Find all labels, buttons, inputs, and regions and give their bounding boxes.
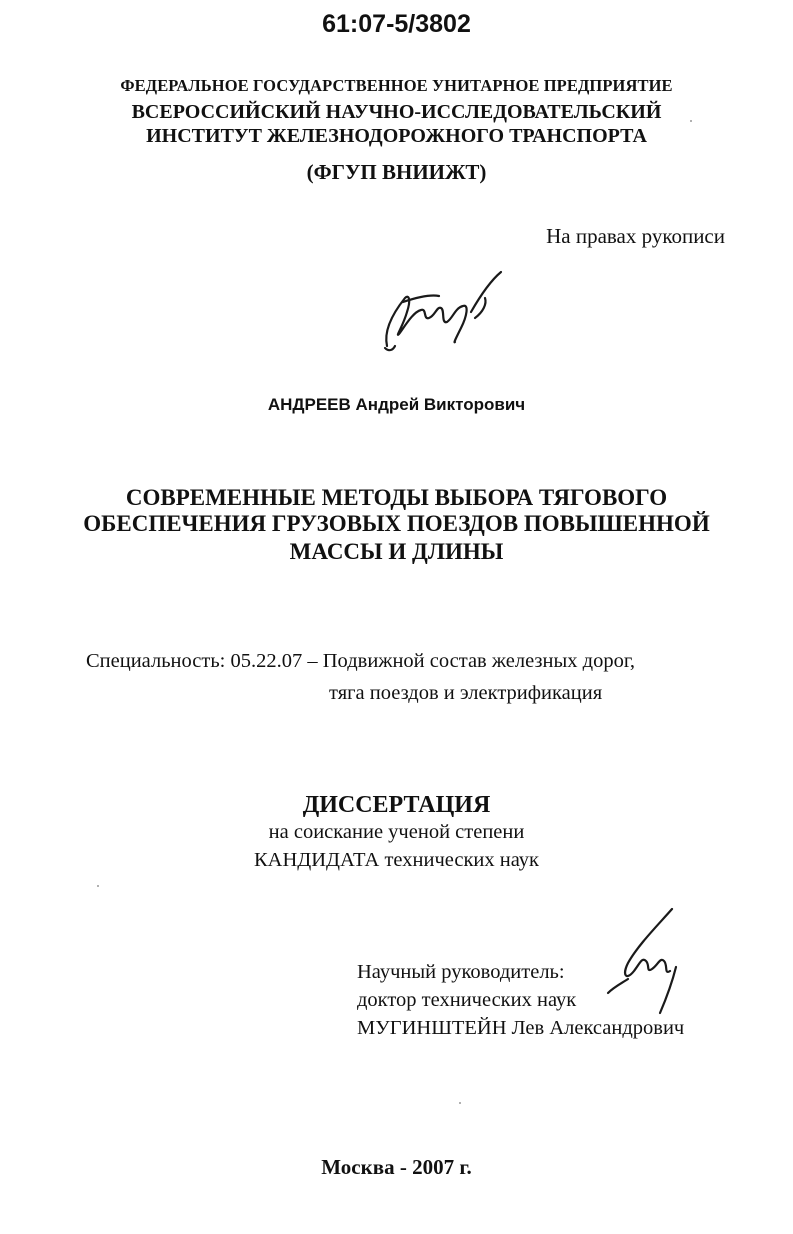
author-name: АНДРЕЕВ Андрей Викторович (267, 395, 526, 414)
manuscript-rights-note: На правах рукописи (546, 224, 725, 248)
organization-line-3: ИНСТИТУТ ЖЕЛЕЗНОДОРОЖНОГО ТРАНСПОРТА (146, 125, 647, 147)
specialty-line-2: тяга поездов и электрификация (329, 682, 603, 704)
author-signature-icon (375, 268, 515, 358)
supervisor-degree: доктор технических наук (357, 989, 577, 1011)
dissertation-title-line-2: ОБЕСПЕЧЕНИЯ ГРУЗОВЫХ ПОЕЗДОВ ПОВЫШЕННОЙ (83, 511, 710, 536)
degree-line-2: КАНДИДАТА технических наук (253, 849, 540, 871)
supervisor-name: МУГИНШТЕЙН Лев Александрович (357, 1017, 685, 1039)
city-and-year: Москва - 2007 г. (321, 1155, 472, 1179)
organization-abbreviation: (ФГУП ВНИИЖТ) (306, 160, 487, 184)
catalog-code: 61:07-5/3802 (322, 10, 471, 38)
supervisor-label: Научный руководитель: (357, 961, 565, 983)
dissertation-title-line-3: МАССЫ И ДЛИНЫ (289, 539, 504, 564)
scan-speck (690, 120, 692, 122)
specialty-line-1: Специальность: 05.22.07 – Подвижной состав железных дорог, (86, 650, 636, 672)
supervisor-signature-icon (598, 905, 688, 1020)
scan-speck (459, 1102, 461, 1104)
dissertation-title-line-1: СОВРЕМЕННЫЕ МЕТОДЫ ВЫБОРА ТЯГОВОГО (125, 485, 668, 510)
document-type-heading: ДИССЕРТАЦИЯ (302, 792, 491, 818)
organization-line-1: ФЕДЕРАЛЬНОЕ ГОСУДАРСТВЕННОЕ УНИТАРНОЕ ПРЕДПРИЯТИЕ (120, 76, 673, 95)
organization-line-2: ВСЕРОССИЙСКИЙ НАУЧНО-ИССЛЕДОВАТЕЛЬСКИЙ (131, 101, 662, 123)
degree-line-1: на соискание ученой степени (268, 821, 525, 843)
scan-speck (97, 885, 99, 887)
